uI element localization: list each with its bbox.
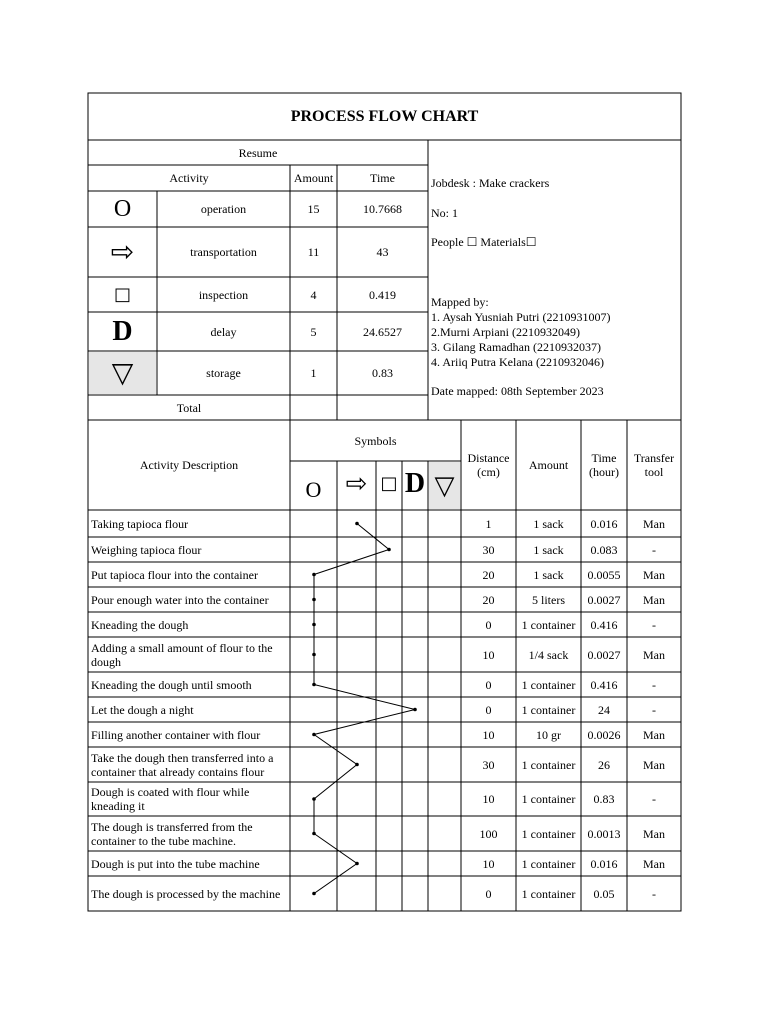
delay-d-icon: D [404,468,426,499]
resume-col-activity: Activity [169,171,209,185]
step-distance: 0 [485,617,492,632]
resume-amount-inspection: 4 [310,287,317,302]
step-distance: 30 [482,757,495,772]
step-distance: 10 [482,792,495,806]
resume-amount-transportation: 11 [307,245,320,259]
page-title: PROCESS FLOW CHART [290,107,479,125]
resume-col-amount: Amount [293,171,334,185]
transportation-arrow-icon: ⇨ [110,235,135,268]
resume-heading: Resume [238,145,278,160]
step-distance: 10 [482,727,495,742]
step-time: 0.016 [590,856,618,871]
step-distance: 0 [485,886,492,901]
step-amount: 10 gr [536,727,561,742]
step-description: Dough is put into the tube machine [91,856,260,871]
step-distance: 0 [485,702,492,717]
step-transfer-tool: Man [643,727,665,742]
inspection-square-icon: □ [113,283,131,305]
step-amount: 1 sack [533,542,564,557]
step-time: 24 [598,702,610,717]
operation-icon: O [113,196,132,222]
step-time: 0.0027 [587,592,621,607]
step-transfer-tool: Man [643,826,665,841]
step-transfer-tool: Man [643,592,665,607]
resume-label-inspection: inspection [198,287,249,302]
delay-d-icon: D [112,315,133,347]
step-transfer-tool: - [652,542,656,557]
transfer-tool-header: Transfer tool [633,451,675,479]
step-transfer-tool: - [652,677,656,692]
job-number: No: 1 [431,206,458,220]
resume-time-inspection: 0.419 [369,287,396,302]
step-amount: 1/4 sack [528,647,569,662]
step-description: Put tapioca flour into the container [91,567,258,582]
resume-label-operation: operation [200,202,247,216]
step-amount: 1 sack [533,516,564,531]
mapper-1: 1. Aysah Yusniah Putri (2210931007) [431,309,611,324]
step-description: Taking tapioca flour [91,516,189,531]
step-time: 0.0055 [587,567,621,582]
mapper-3: 3. Gilang Ramadhan (2210932037) [431,339,601,354]
step-time: 0.016 [590,516,618,531]
operation-icon: O [305,477,322,502]
step-transfer-tool: - [652,617,656,632]
step-description: Filling another container with flour [91,727,261,742]
jobdesk: Jobdesk : Make crackers [431,176,550,190]
step-description: Take the dough then transferred into a container that already contains flour [91,750,274,779]
symbols-header: Symbols [354,433,397,448]
step-time: 0.05 [593,886,615,901]
step-distance: 10 [482,856,495,871]
step-transfer-tool: Man [643,856,665,871]
storage-triangle-icon: ▽ [429,462,460,509]
resume-time-operation: 10.7668 [363,202,402,216]
resume-total-label: Total [176,400,202,415]
step-distance: 10 [482,647,495,662]
step-distance: 100 [479,826,498,841]
mapped-by-label: Mapped by: [431,294,489,309]
step-time: 0.0026 [587,727,621,742]
step-transfer-tool: Man [643,567,665,582]
resume-label-delay: delay [210,324,237,339]
step-time: 26 [598,757,610,772]
step-amount: 1 sack [533,567,564,582]
step-description: Let the dough a night [91,702,194,717]
step-amount: 1 container [521,886,576,901]
step-amount: 1 container [521,702,576,717]
step-distance: 30 [482,542,495,557]
step-transfer-tool: - [652,792,656,806]
resume-amount-operation: 15 [307,202,320,216]
activity-description-header: Activity Description [139,458,239,472]
step-description: The dough is processed by the machine [91,886,281,901]
step-distance: 0 [485,677,492,692]
mapper-2: 2.Murni Arpiani (2210932049) [431,324,580,339]
resume-amount-storage: 1 [310,366,317,380]
step-time: 0.0013 [587,826,621,841]
step-amount: 1 container [521,617,576,632]
step-time: 0.0027 [587,647,621,662]
step-amount: 1 container [521,856,576,871]
mapper-4: 4. Ariiq Putra Kelana (2210932046) [431,354,604,369]
step-time: 0.083 [590,542,618,557]
time-header: Time (hour) [589,451,619,479]
resume-time-transportation: 43 [376,245,389,259]
resume-label-transportation: transportation [190,245,257,259]
step-transfer-tool: Man [643,647,665,662]
people-materials: People ☐ Materials☐ [431,235,537,249]
step-time: 0.416 [590,617,618,632]
transportation-arrow-icon: ⇨ [345,469,368,499]
step-transfer-tool: Man [643,516,665,531]
step-amount: 5 liters [532,592,565,607]
step-distance: 20 [482,567,495,582]
step-time: 0.83 [593,792,615,806]
amount-header: Amount [528,458,569,472]
step-transfer-tool: - [652,886,656,901]
step-amount: 1 container [521,757,576,772]
step-description: Pour enough water into the container [91,592,269,607]
step-description: The dough is transferred from the container to the tube machine. [91,819,253,848]
step-transfer-tool: Man [643,757,665,772]
resume-time-storage: 0.83 [372,366,393,380]
storage-triangle-icon: ▽ [89,352,156,394]
inspection-square-icon: □ [380,473,398,494]
step-transfer-tool: - [652,702,656,717]
step-distance: 1 [485,516,492,531]
step-distance: 20 [482,592,495,607]
step-time: 0.416 [590,677,618,692]
date-mapped: Date mapped: 08th September 2023 [431,384,604,398]
step-amount: 1 container [521,792,576,806]
step-description: Kneading the dough [91,617,189,632]
step-amount: 1 container [521,826,576,841]
step-description: Adding a small amount of flour to the dough [91,640,273,669]
resume-amount-delay: 5 [310,324,317,339]
resume-col-time: Time [370,171,395,185]
step-description: Kneading the dough until smooth [91,677,252,692]
resume-time-delay: 24.6527 [363,324,402,339]
resume-label-storage: storage [206,366,241,380]
distance-header: Distance (cm) [467,451,510,479]
step-description: Dough is coated with flour while kneading it [91,785,250,813]
step-amount: 1 container [521,677,576,692]
step-description: Weighing tapioca flour [91,542,202,557]
